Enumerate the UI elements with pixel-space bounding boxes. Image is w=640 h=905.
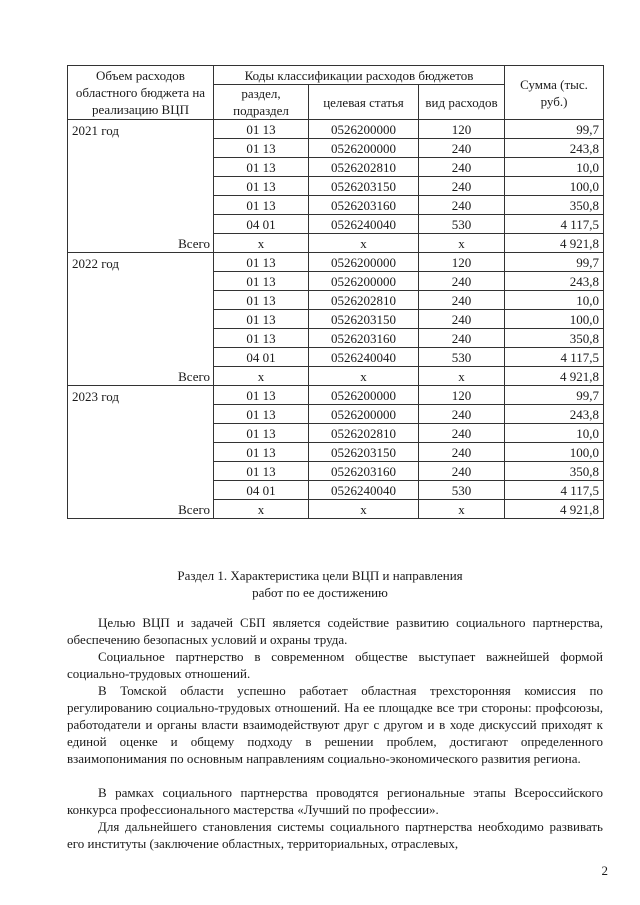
kind-cell: 240 <box>419 196 505 215</box>
item-cell: 0526240040 <box>309 215 419 234</box>
section-cell: 01 13 <box>214 310 309 329</box>
kind-cell: x <box>419 367 505 386</box>
sum-cell: 4 921,8 <box>505 500 604 519</box>
item-cell: 0526200000 <box>309 405 419 424</box>
item-cell: 0526202810 <box>309 158 419 177</box>
section-cell: 01 13 <box>214 196 309 215</box>
year-cell <box>68 253 214 386</box>
sum-cell: 243,8 <box>505 272 604 291</box>
section-cell: 01 13 <box>214 253 309 272</box>
section-cell: 01 13 <box>214 291 309 310</box>
kind-cell: 240 <box>419 443 505 462</box>
section-cell: x <box>214 367 309 386</box>
kind-cell: 240 <box>419 139 505 158</box>
section-cell: x <box>214 234 309 253</box>
item-cell: 0526200000 <box>309 386 419 405</box>
section-cell: 01 13 <box>214 405 309 424</box>
kind-cell: 240 <box>419 405 505 424</box>
item-cell: 0526203160 <box>309 196 419 215</box>
header-item: целевая статья <box>309 85 419 120</box>
section-cell: 01 13 <box>214 462 309 481</box>
section-cell: 01 13 <box>214 158 309 177</box>
table-body <box>68 120 604 519</box>
sum-cell: 99,7 <box>505 120 604 139</box>
section-cell: 01 13 <box>214 177 309 196</box>
year-label: 2021 год <box>72 123 119 138</box>
header-codes: Коды классификации расходов бюджетов <box>214 66 505 85</box>
kind-cell: x <box>419 500 505 519</box>
kind-cell: 240 <box>419 462 505 481</box>
paragraph-4: В рамках социального партнерства проводятся региональные этапы Всероссийского конкурса профессионального мастерства «Лучший по профессии». <box>67 785 603 817</box>
paragraph-1: Целью ВЦП и задачей СБП является содействие развитию социального партнерства, обеспечению безопасных условий и охраны труда. <box>67 615 603 647</box>
kind-cell: 240 <box>419 177 505 196</box>
item-cell: 0526203150 <box>309 177 419 196</box>
header-section: раздел, подраздел <box>214 85 309 120</box>
section-cell: 04 01 <box>214 215 309 234</box>
item-cell: 0526240040 <box>309 481 419 500</box>
year-cell <box>68 120 214 253</box>
kind-cell: 120 <box>419 253 505 272</box>
total-label: Всего <box>178 369 210 384</box>
header-volume: Объем расходов областного бюджета на реализацию ВЦП <box>68 66 214 120</box>
section-cell: 01 13 <box>214 424 309 443</box>
header-kind: вид расходов <box>419 85 505 120</box>
section-cell: 01 13 <box>214 386 309 405</box>
item-cell: 0526202810 <box>309 291 419 310</box>
item-cell: 0526202810 <box>309 424 419 443</box>
section-title-line2: работ по ее достижению <box>252 585 388 600</box>
budget-table <box>67 65 604 519</box>
section-cell: 01 13 <box>214 443 309 462</box>
sum-cell: 4 921,8 <box>505 367 604 386</box>
section-cell: 01 13 <box>214 272 309 291</box>
header-sum: Сумма (тыс. руб.) <box>505 66 604 120</box>
kind-cell: 120 <box>419 120 505 139</box>
sum-cell: 350,8 <box>505 196 604 215</box>
sum-cell: 4 117,5 <box>505 348 604 367</box>
kind-cell: 240 <box>419 424 505 443</box>
total-label: Всего <box>178 502 210 517</box>
sum-cell: 4 117,5 <box>505 481 604 500</box>
paragraph-2: Социальное партнерство в современном обществе выступает важнейшей формой социально-трудовых отношений. <box>67 649 603 681</box>
sum-cell: 100,0 <box>505 310 604 329</box>
kind-cell: 530 <box>419 348 505 367</box>
kind-cell: 240 <box>419 158 505 177</box>
year-label: 2022 год <box>72 256 119 271</box>
section-cell: 01 13 <box>214 120 309 139</box>
kind-cell: 240 <box>419 272 505 291</box>
sum-cell: 99,7 <box>505 386 604 405</box>
year-label: 2023 год <box>72 389 119 404</box>
item-cell: 0526203150 <box>309 310 419 329</box>
paragraph-5: Для дальнейшего становления системы социального партнерства необходимо развивать его институты (заключение областных, территориальных, отраслевых, <box>67 819 603 851</box>
section-title-line1: Раздел 1. Характеристика цели ВЦП и направления <box>177 568 463 583</box>
item-cell: 0526200000 <box>309 120 419 139</box>
section-cell: x <box>214 500 309 519</box>
total-label: Всего <box>178 236 210 251</box>
paragraph-3: В Томской области успешно работает областная трехсторонняя комиссия по регулированию социально-трудовых отношений. На ее площадке все три стороны: профсоюзы, работодатели и органы власти взаимодействуют друг с другом и в ходе дискуссий приходят к единой оценке и общему подходу в решении проблем, достигают определенного взаимопонимания по основным направлениям социально-экономического развития региона. <box>67 683 603 766</box>
sum-cell: 10,0 <box>505 291 604 310</box>
section-cell: 04 01 <box>214 481 309 500</box>
table-row <box>68 120 604 139</box>
kind-cell: 240 <box>419 291 505 310</box>
section-cell: 01 13 <box>214 329 309 348</box>
item-cell: 0526200000 <box>309 139 419 158</box>
item-cell: 0526200000 <box>309 253 419 272</box>
kind-cell: 240 <box>419 310 505 329</box>
item-cell: 0526203160 <box>309 462 419 481</box>
item-cell: 0526203150 <box>309 443 419 462</box>
sum-cell: 100,0 <box>505 443 604 462</box>
kind-cell: x <box>419 234 505 253</box>
item-cell: x <box>309 234 419 253</box>
section-cell: 04 01 <box>214 348 309 367</box>
sum-cell: 10,0 <box>505 424 604 443</box>
item-cell: 0526203160 <box>309 329 419 348</box>
sum-cell: 350,8 <box>505 329 604 348</box>
section-cell: 01 13 <box>214 139 309 158</box>
kind-cell: 240 <box>419 329 505 348</box>
item-cell: 0526200000 <box>309 272 419 291</box>
sum-cell: 99,7 <box>505 253 604 272</box>
table-row <box>68 386 604 405</box>
sum-cell: 243,8 <box>505 405 604 424</box>
kind-cell: 530 <box>419 215 505 234</box>
sum-cell: 10,0 <box>505 158 604 177</box>
page-number: 2 <box>601 863 608 878</box>
sum-cell: 243,8 <box>505 139 604 158</box>
year-cell <box>68 386 214 519</box>
sum-cell: 4 117,5 <box>505 215 604 234</box>
kind-cell: 530 <box>419 481 505 500</box>
sum-cell: 100,0 <box>505 177 604 196</box>
sum-cell: 350,8 <box>505 462 604 481</box>
sum-cell: 4 921,8 <box>505 234 604 253</box>
item-cell: 0526240040 <box>309 348 419 367</box>
table-row <box>68 253 604 272</box>
item-cell: x <box>309 500 419 519</box>
item-cell: x <box>309 367 419 386</box>
kind-cell: 120 <box>419 386 505 405</box>
